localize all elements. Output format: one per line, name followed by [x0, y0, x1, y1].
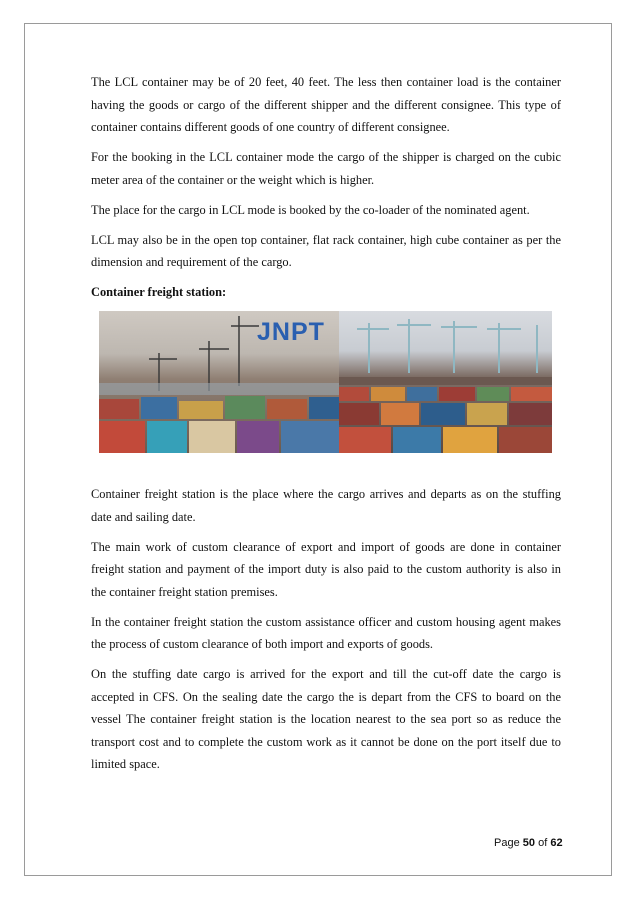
cranes-right-graphic — [339, 311, 552, 453]
paragraph: LCL may also be in the open top container, flat rack container, high cube container as per the dimension and requirement of the cargo. — [91, 232, 561, 269]
section-heading: Container freight station: — [91, 285, 227, 299]
of-label: of — [538, 837, 548, 849]
paragraph: For the booking in the LCL container mode the cargo of the shipper is charged on the cubic meter area of the container or the weight which is higher. — [91, 150, 561, 187]
page-footer — [494, 837, 563, 849]
paragraph: The place for the cargo in LCL mode is booked by the co-loader of the nominated agent. — [91, 202, 530, 217]
paragraph: In the container freight station the custom assistance officer and custom housing agent makes the process of custom clearance of both import and exports of goods. — [91, 614, 561, 651]
paragraph: On the stuffing date cargo is arrived for the export and till the cut-off date the cargo is accepted in CFS. On the sealing date the cargo the is depart from the CFS to board on the vessel The container freight station is the location nearest to the sea port so as reduce the transport cost and to complete the custom work as it cannot be done on the port itself due to limited space. — [91, 667, 561, 771]
paragraph: The main work of custom clearance of export and import of goods are done in container freight station and payment of the import duty is also paid to the custom authority is also in the container freight station premises. — [91, 539, 561, 599]
total-pages: 62 — [550, 837, 563, 849]
page-number: 50 — [522, 837, 536, 849]
port-photo-right — [339, 311, 552, 453]
paragraph: Container freight station is the place where the cargo arrives and departs as on the stuffing date and sailing date. — [91, 487, 561, 524]
page-label: Page — [494, 837, 520, 849]
jnpt-logo: JNPT — [257, 318, 325, 346]
document-body — [91, 71, 561, 783]
port-photo-left — [99, 311, 339, 453]
port-photo — [99, 311, 552, 453]
paragraph: The LCL container may be of 20 feet, 40 feet. The less then container load is the container having the goods or cargo of the different shipper and the different consignee. This type of container contains different goods of one country of different consignee. — [91, 75, 561, 134]
